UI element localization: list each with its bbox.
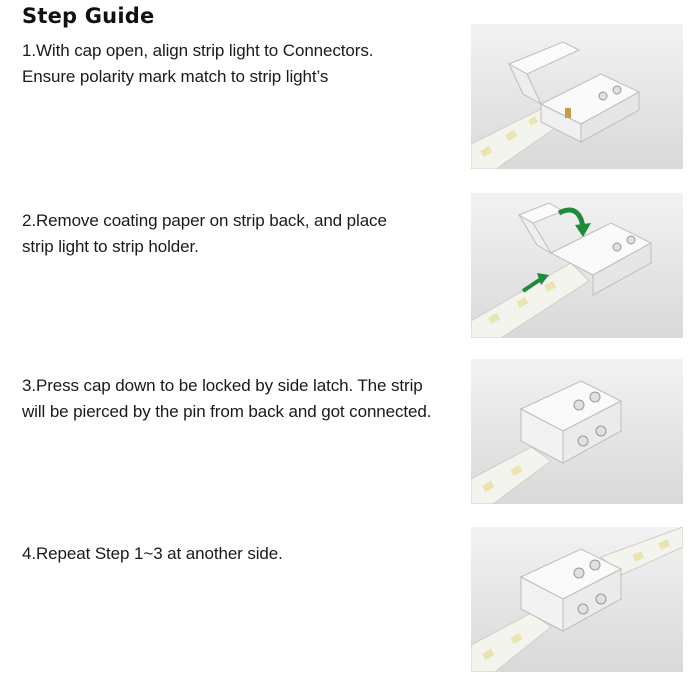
step-4-line-1: 4.Repeat Step 1~3 at another side.: [22, 544, 283, 563]
strip-into-holder-photo: [471, 193, 683, 338]
step-1-text: [22, 38, 462, 90]
step-1-photo: [471, 24, 683, 169]
step-1-line-1: 1.With cap open, align strip light to Connectors.: [22, 41, 374, 60]
step-3-line-1: 3.Press cap down to be locked by side latch. The strip: [22, 376, 423, 395]
step-3-photo: [471, 359, 683, 504]
step-3-text: [22, 373, 462, 425]
step-1-line-2: Ensure polarity mark match to strip light’s: [22, 67, 329, 86]
page-title: Step Guide: [22, 4, 155, 28]
step-4-photo: [471, 527, 683, 672]
step-2-text: [22, 208, 462, 260]
both-sides-connected-photo: [471, 527, 683, 672]
step-2-line-1: 2.Remove coating paper on strip back, and place: [22, 211, 387, 230]
step-2-photo: [471, 193, 683, 338]
step-3-line-2: will be pierced by the pin from back and got connected.: [22, 402, 432, 421]
step-2-line-2: strip light to strip holder.: [22, 237, 199, 256]
step-4-text: [22, 541, 462, 567]
connector-closed-photo: [471, 359, 683, 504]
connector-cap-open-photo: [471, 24, 683, 169]
